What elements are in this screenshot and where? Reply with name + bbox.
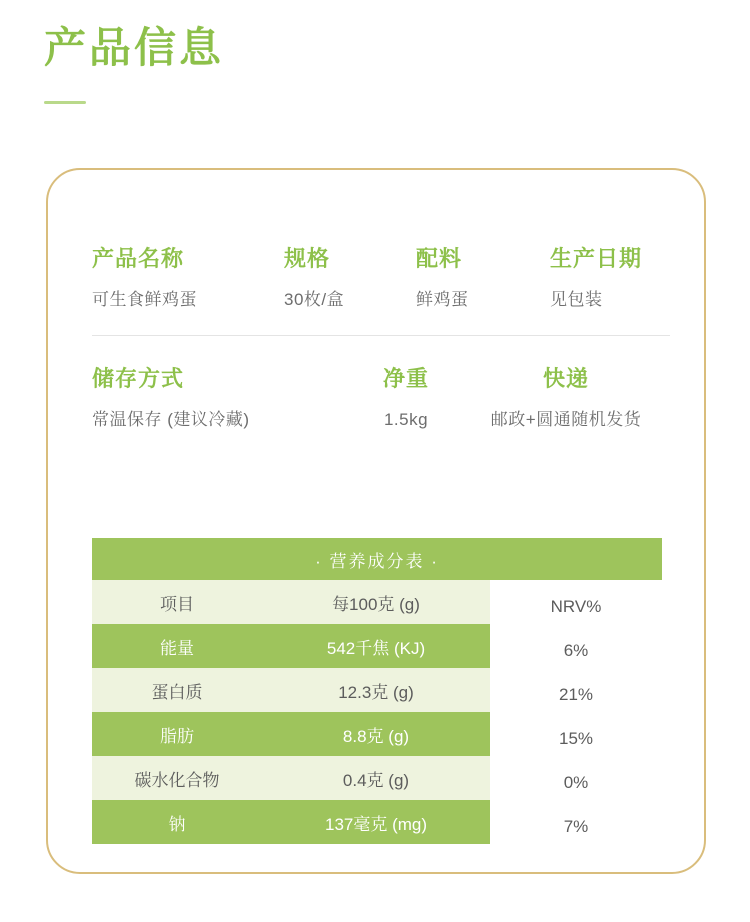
spec-cell-shipping	[462, 366, 670, 431]
nutrition-caption-row	[92, 538, 662, 580]
spec-value-specification: 30枚/盒	[284, 290, 345, 310]
page-header	[44, 22, 224, 104]
spec-value-ingredients: 鲜鸡蛋	[416, 290, 469, 310]
specification-block	[92, 246, 670, 431]
table-row	[92, 756, 662, 800]
spec-row-secondary	[92, 366, 670, 431]
spec-label-storage: 储存方式	[92, 365, 185, 391]
product-info-card	[46, 168, 706, 874]
nutrition-header-nrv-text: NRV%	[550, 597, 602, 616]
nutrition-header-nrv	[490, 580, 662, 624]
table-row	[92, 712, 662, 756]
nutrition-amount-energy: 542千焦 (KJ)	[262, 624, 490, 668]
table-row	[92, 800, 662, 844]
nutrition-nrv-carbohydrate	[490, 756, 662, 800]
spec-cell-specification	[284, 246, 416, 311]
nutrition-item-energy: 能量	[92, 624, 262, 668]
nutrition-item-carbohydrate: 碳水化合物	[92, 756, 262, 800]
spec-value-storage: 常温保存 (建议冷藏)	[92, 410, 250, 430]
spec-label-specification: 规格	[284, 246, 331, 271]
spec-cell-product-name	[92, 246, 284, 311]
table-row	[92, 668, 662, 712]
nutrition-amount-protein: 12.3克 (g)	[262, 668, 490, 712]
nutrition-nrv-sodium	[490, 800, 662, 844]
nutrition-header-amount: 每100克 (g)	[262, 580, 490, 624]
spec-label-product-name: 产品名称	[92, 246, 185, 271]
nutrition-item-sodium: 钠	[92, 800, 262, 844]
table-row	[92, 624, 662, 668]
nutrition-nrv-energy-text: 6%	[563, 641, 589, 660]
nutrition-header-row	[92, 580, 662, 624]
spec-label-production-date: 生产日期	[550, 246, 643, 271]
nutrition-nrv-fat	[490, 712, 662, 756]
spec-label-shipping: 快递	[542, 365, 589, 391]
nutrition-nrv-protein-text: 21%	[559, 685, 594, 704]
nutrition-item-protein: 蛋白质	[92, 668, 262, 712]
spec-value-shipping: 邮政+圆通随机发货	[490, 410, 642, 430]
title-underline-rule	[44, 101, 86, 104]
nutrition-nrv-carbohydrate-text: 0%	[563, 773, 589, 792]
spec-value-product-name: 可生食鲜鸡蛋	[92, 290, 197, 310]
spec-spacer	[92, 336, 670, 366]
nutrition-nrv-protein	[490, 668, 662, 712]
nutrition-amount-carbohydrate: 0.4克 (g)	[262, 756, 490, 800]
spec-cell-production-date	[550, 246, 670, 311]
spec-value-net-weight: 1.5kg	[383, 410, 429, 430]
spec-row-primary	[92, 246, 670, 311]
nutrition-nrv-energy	[490, 624, 662, 668]
nutrition-facts-table	[92, 538, 662, 844]
nutrition-nrv-fat-text: 15%	[559, 729, 594, 748]
spec-cell-storage	[92, 366, 350, 431]
spec-value-production-date: 见包装	[550, 290, 603, 310]
page-title: 产品信息	[44, 24, 225, 71]
spec-label-net-weight: 净重	[382, 365, 429, 391]
nutrition-caption: · 营养成分表 ·	[92, 538, 662, 580]
nutrition-header-item: 项目	[92, 580, 262, 624]
nutrition-item-fat: 脂肪	[92, 712, 262, 756]
nutrition-nrv-sodium-text: 7%	[563, 817, 589, 836]
spec-label-ingredients: 配料	[416, 246, 463, 271]
spec-cell-ingredients	[416, 246, 550, 311]
nutrition-amount-fat: 8.8克 (g)	[262, 712, 490, 756]
nutrition-amount-sodium: 137毫克 (mg)	[262, 800, 490, 844]
spec-cell-net-weight	[350, 366, 462, 431]
